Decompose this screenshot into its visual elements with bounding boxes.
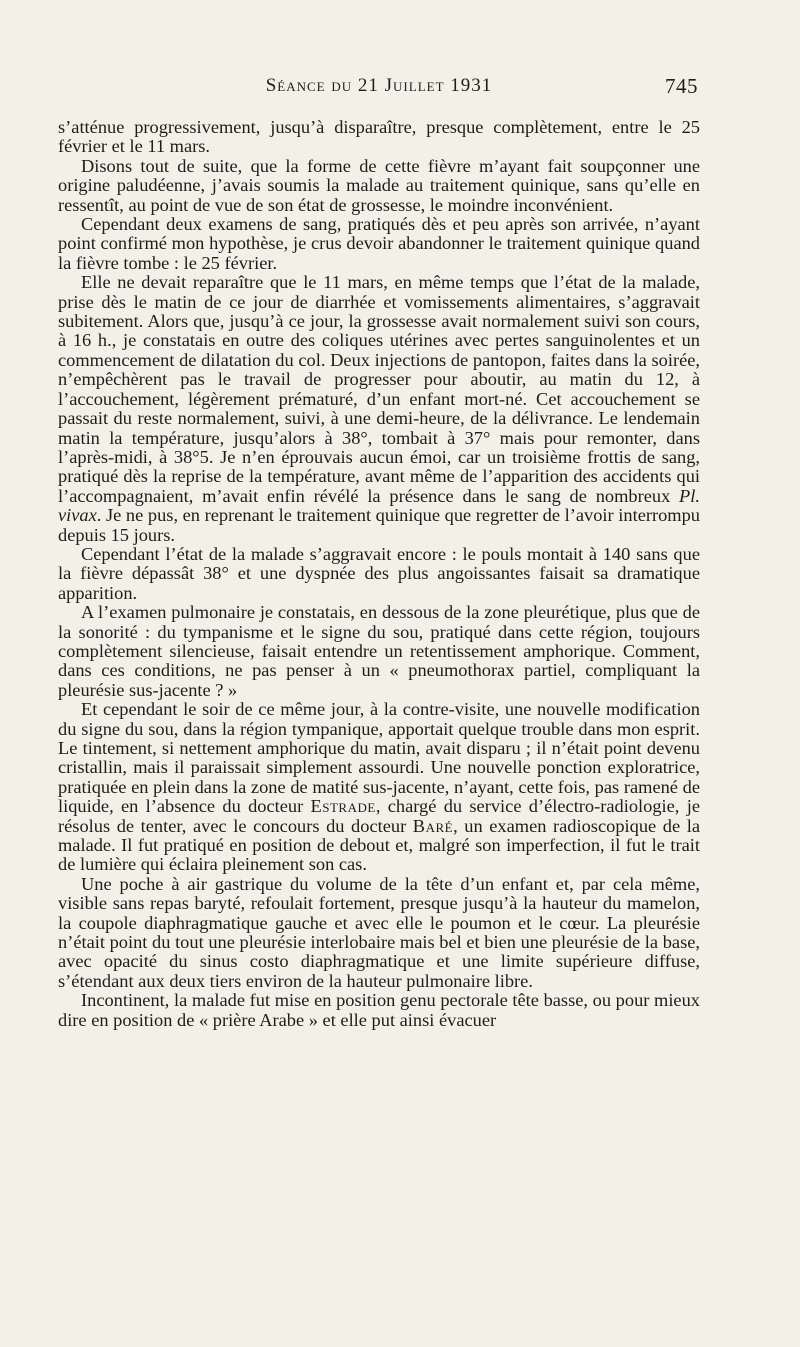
document-page <box>58 72 700 1030</box>
paragraph: Cependant l’état de la malade s’aggravait encore : le pouls montait à 140 sans que la fièvre dépassât 38° et une dyspnée des plus angoissantes faisait sa dramatique apparition. <box>58 543 700 603</box>
paragraph: Incontinent, la malade fut mise en position genu pectorale tête basse, ou pour mieux dire en position de « prière Arabe » et elle put ainsi évacuer <box>58 990 700 1030</box>
paragraph-text: , un examen radioscopique de la malade. Il fut pratiqué en position de debout et, malgré son imperfection, il fut le trait de lumière qui éclaira pleinement son cas. <box>58 815 700 875</box>
paragraph: A l’examen pulmonaire je constatais, en dessous de la zone pleurétique, plus que de la sonorité : du tympanisme et le signe du sou, pratiqué dans cette région, toujours complètement silencieuse, faisait entendre un retentissement amphorique. Comment, dans ces conditions, ne pas penser à un « pneumothorax partiel, compliquant la pleurésie sus-jacente ? » <box>58 602 700 700</box>
paragraph <box>58 700 700 875</box>
paragraph: s’atténue progressivement, jusqu’à disparaître, presque complètement, entre le 25 février et le 11 mars. <box>58 117 700 157</box>
page-number: 745 <box>665 74 698 98</box>
paragraph <box>58 273 700 545</box>
paragraph-text: Et cependant le soir de ce même jour, à la contre-visite, une nouvelle modification du signe du sou, dans la région tympanique, apportait quelque trouble dans mon esprit. Le tintement, si nettement amphorique du matin, avait disparu ; il n’était point devenu cristallin, mais il paraissait simplement assourdi. Une nouvelle ponction exploratrice, pratiquée en plein dans la zone de matité sus-jacente, n’ayant, cette fois, pas ramené de liquide, en l’absence du docteur <box>58 699 700 817</box>
person-name: Estrade <box>310 796 376 817</box>
person-name: Baré <box>412 815 454 836</box>
running-title: Séance du 21 Juillet 1931 <box>265 75 493 96</box>
paragraph-text: Elle ne devait reparaître que le 11 mars, en même temps que l’état de la malade, prise dès le matin de ce jour de diarrhée et vomissements alimentaires, s’aggravait subitement. Alors que, jusqu’à ce jour, la grossesse avait normalement suivi son cours, à 16 h., je constatais en outre des coliques utérines avec pertes sanguinolentes et un commencement de dilatation du col. Deux injections de pantopon, faites dans la soirée, n’empêchèrent pas le travail de progresser pour aboutir, au matin du 12, à l’accouchement, légèrement prématuré, d’un enfant mort-né. Cet accouchement se passait du reste normalement, suivi, à une demi-heure, de la délivrance. Le lendemain matin la température, jusqu’alors à 38°, tombait à 37° mais pour remonter, dans l’après-midi, à 38°5. Je n’en éprouvais aucun émoi, car un troisième frottis de sang, pratiqué dès la reprise de la température, avant même de l’apparition des accidents qui l’accompagnaient, m’avait enfin révélé la présence dans le sang de nombreux <box>58 272 700 506</box>
paragraph: Une poche à air gastrique du volume de la tête d’un enfant et, par cela même, visible sans repas baryté, refoulait fortement, presque jusqu’à la hauteur du mamelon, la coupole diaphragmatique gauche et avec elle le poumon et le cœur. La pleurésie n’était point du tout une pleurésie interlobaire mais bel et bien une pleurésie de la base, avec opacité du sinus costo diaphragmatique et une limite supérieure diffuse, s’étendant aux deux tiers environ de la hauteur pulmonaire libre. <box>58 873 700 991</box>
species-name: Pl. vivax <box>58 485 700 526</box>
paragraph: Disons tout de suite, que la forme de cette fièvre m’ayant fait soupçonner une origine paludéenne, j’avais soumis la malade au traitement quinique, sans qu’elle en ressentît, au point de vue de son état de grossesse, le moindre inconvénient. <box>58 155 700 215</box>
paragraph-text: , chargé du service d’électro-radiologie, je résolus de tenter, avec le concours du docteur <box>58 796 700 836</box>
paragraph: Cependant deux examens de sang, pratiqués dès et peu après son arrivée, n’ayant point confirmé mon hypothèse, je crus devoir abandonner le traitement quinique quand la fièvre tombe : le 25 février. <box>58 214 700 273</box>
body-text <box>58 118 700 1030</box>
paragraph-text: . Je ne pus, en reprenant le traitement quinique que regretter de l’avoir interrompu depuis 15 jours. <box>58 505 700 545</box>
running-header <box>58 72 700 102</box>
